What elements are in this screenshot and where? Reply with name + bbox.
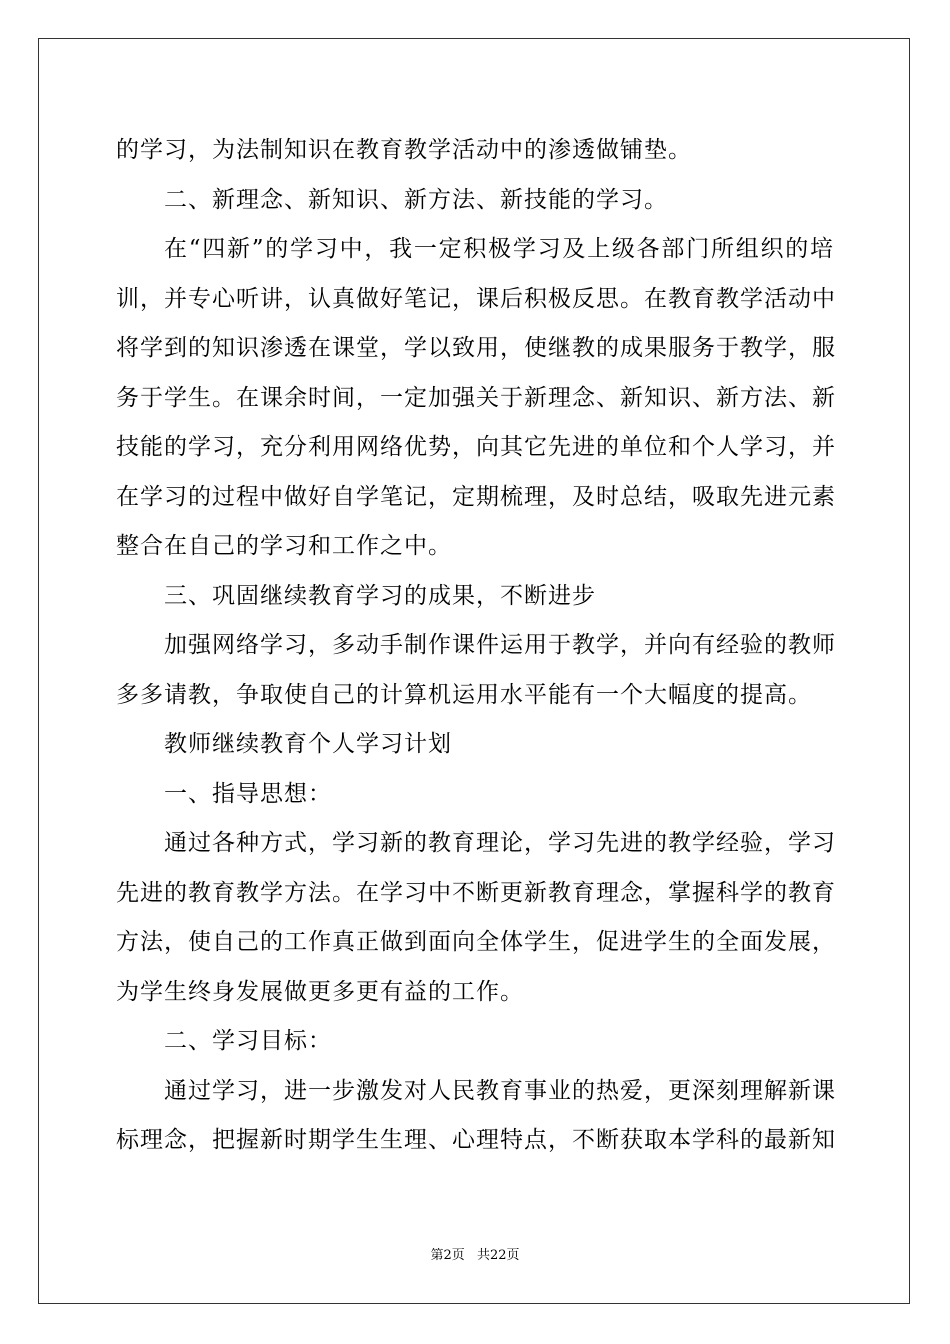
page-total: 共22页 [476, 1248, 520, 1263]
paragraph-line: 训，并专心听讲，认真做好笔记，课后积极反思。在教育教学活动中 [116, 285, 836, 312]
paragraph-line: 通过学习，进一步激发对人民教育事业的热爱，更深刻理解新课 [164, 1077, 836, 1104]
section-heading: 三、巩固继续教育学习的成果，不断进步 [164, 582, 596, 609]
section-heading: 一、指导思想： [164, 780, 332, 807]
page-number: 第2页 [430, 1248, 465, 1263]
paragraph-line: 加强网络学习，多动手制作课件运用于教学，并向有经验的教师 [164, 632, 836, 658]
paragraph-line: 在学习的过程中做好自学笔记，定期梳理，及时总结，吸取先进元素 [116, 483, 836, 510]
page-footer [0, 1244, 950, 1263]
paragraph-line: 为学生终身发展做更多更有益的工作。 [116, 978, 524, 1005]
paragraph-line: 技能的学习，充分利用网络优势，向其它先进的单位和个人学习，并 [116, 434, 836, 460]
paragraph-line: 通过各种方式，学习新的教育理论，学习先进的教学经验，学习 [164, 830, 836, 856]
paragraph-line: 在“四新”的学习中，我一定积极学习及上级各部门所组织的培 [164, 236, 834, 262]
document-subtitle: 教师继续教育个人学习计划 [164, 731, 452, 757]
section-heading: 二、新理念、新知识、新方法、新技能的学习。 [164, 186, 668, 213]
paragraph-line: 整合在自己的学习和工作之中。 [116, 533, 452, 559]
paragraph-line: 务于学生。在课余时间，一定加强关于新理念、新知识、新方法、新 [116, 384, 836, 411]
paragraph-line: 标理念，把握新时期学生生理、心理特点，不断获取本学科的最新知 [116, 1127, 836, 1153]
document-body [116, 126, 834, 1166]
paragraph-line: 方法，使自己的工作真正做到面向全体学生，促进学生的全面发展， [116, 929, 836, 955]
paragraph-line: 先进的教育教学方法。在学习中不断更新教育理念，掌握科学的教育 [116, 879, 836, 906]
paragraph-line: 的学习，为法制知识在教育教学活动中的渗透做铺垫。 [116, 137, 692, 163]
paragraph-line: 将学到的知识渗透在课堂，学以致用，使继教的成果服务于教学，服 [116, 335, 836, 361]
section-heading: 二、学习目标： [164, 1028, 332, 1054]
paragraph-line: 多多请教，争取使自己的计算机运用水平能有一个大幅度的提高。 [116, 681, 812, 708]
